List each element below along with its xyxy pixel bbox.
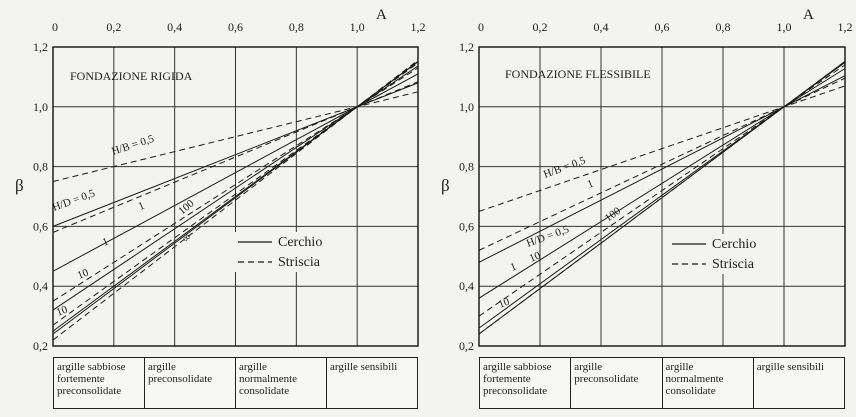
y-tick-label: 0,6 bbox=[459, 219, 474, 234]
category-cell: argille normalmente consolidate bbox=[235, 358, 326, 408]
x-tick-label: 1,2 bbox=[410, 20, 426, 34]
x-tick-label: 1,0 bbox=[349, 20, 365, 34]
y-tick-label: 1,2 bbox=[33, 40, 48, 54]
curve-annotation: H/B = 0,5 bbox=[110, 132, 156, 158]
category-cell: argille preconsolidate bbox=[144, 358, 235, 408]
x-tick-label: 1,2 bbox=[837, 20, 853, 34]
curve-annotation: H/D = 0,5 bbox=[50, 187, 97, 214]
curve-annotation: 1 bbox=[508, 260, 519, 274]
y-axis-label: β bbox=[15, 176, 24, 195]
y-tick-label: 0,2 bbox=[33, 339, 48, 353]
curve-annotation: 100 bbox=[176, 197, 197, 218]
x-tick-label: 0,8 bbox=[288, 20, 304, 34]
x-tick-label: 0,6 bbox=[654, 20, 670, 34]
category-cell: argille sabbiose fortemente preconsolidate bbox=[483, 361, 552, 397]
y-tick-label: 0,2 bbox=[459, 339, 474, 353]
chart-flexible bbox=[441, 7, 853, 353]
category-cell: argille preconsolidate bbox=[570, 358, 661, 408]
x-tick-label: 0 bbox=[478, 20, 484, 34]
x-axis-label: A bbox=[803, 7, 814, 23]
category-cell: argille normalmente consolidate bbox=[662, 358, 753, 408]
legend-label: Cerchio bbox=[712, 237, 757, 252]
curve-annotation: 10 bbox=[527, 249, 543, 265]
category-cell: argille sensibili bbox=[326, 358, 417, 408]
y-tick-label: 0,6 bbox=[33, 219, 48, 234]
curve-annotation: ∞ bbox=[179, 231, 194, 246]
chart-title: FONDAZIONE RIGIDA bbox=[70, 69, 193, 83]
legend-label: Striscia bbox=[712, 257, 754, 272]
chart-title: FONDAZIONE FLESSIBILE bbox=[505, 67, 651, 81]
x-tick-label: 1,0 bbox=[776, 20, 792, 34]
x-tick-label: 0 bbox=[52, 20, 58, 34]
category-cell: argille sabbiose fortemente preconsolidate bbox=[57, 361, 126, 397]
curve-annotation: H/D = 0,5 bbox=[524, 223, 571, 250]
x-tick-label: 0,2 bbox=[106, 20, 122, 34]
legend-label: Cerchio bbox=[278, 235, 323, 250]
curve-annotation: 1 bbox=[100, 235, 111, 249]
x-axis-label: A bbox=[376, 7, 387, 23]
y-tick-label: 0,4 bbox=[33, 279, 48, 294]
y-tick-label: 1,2 bbox=[459, 40, 474, 54]
chart-rigid bbox=[15, 7, 426, 353]
curve-annotation: 10 bbox=[496, 295, 512, 311]
curve-annotation: 1 bbox=[136, 199, 147, 213]
curve-annotation: 10 bbox=[75, 266, 91, 282]
curve-annotation: 10 bbox=[54, 303, 70, 319]
soil-category-row-flexible bbox=[479, 357, 845, 409]
soil-category-row-rigid bbox=[53, 357, 418, 409]
curve-annotation: 1 bbox=[585, 177, 596, 191]
x-tick-label: 0,4 bbox=[593, 20, 609, 34]
y-tick-label: 0,8 bbox=[33, 159, 48, 174]
x-tick-label: 0,6 bbox=[228, 20, 243, 34]
y-tick-label: 0,4 bbox=[459, 279, 474, 294]
x-tick-label: 0,4 bbox=[167, 20, 183, 34]
x-tick-label: 0,2 bbox=[532, 20, 548, 34]
curve-annotation: 100 bbox=[602, 205, 624, 225]
legend-label: Striscia bbox=[278, 255, 320, 270]
y-tick-label: 0,8 bbox=[459, 159, 474, 174]
x-tick-label: 0,8 bbox=[715, 20, 731, 34]
category-cell: argille sensibili bbox=[753, 358, 844, 408]
y-tick-label: 1,0 bbox=[459, 99, 474, 114]
y-axis-label: β bbox=[441, 176, 450, 195]
curve-annotation: H/B = 0,5 bbox=[541, 154, 588, 181]
y-tick-label: 1,0 bbox=[33, 99, 48, 114]
